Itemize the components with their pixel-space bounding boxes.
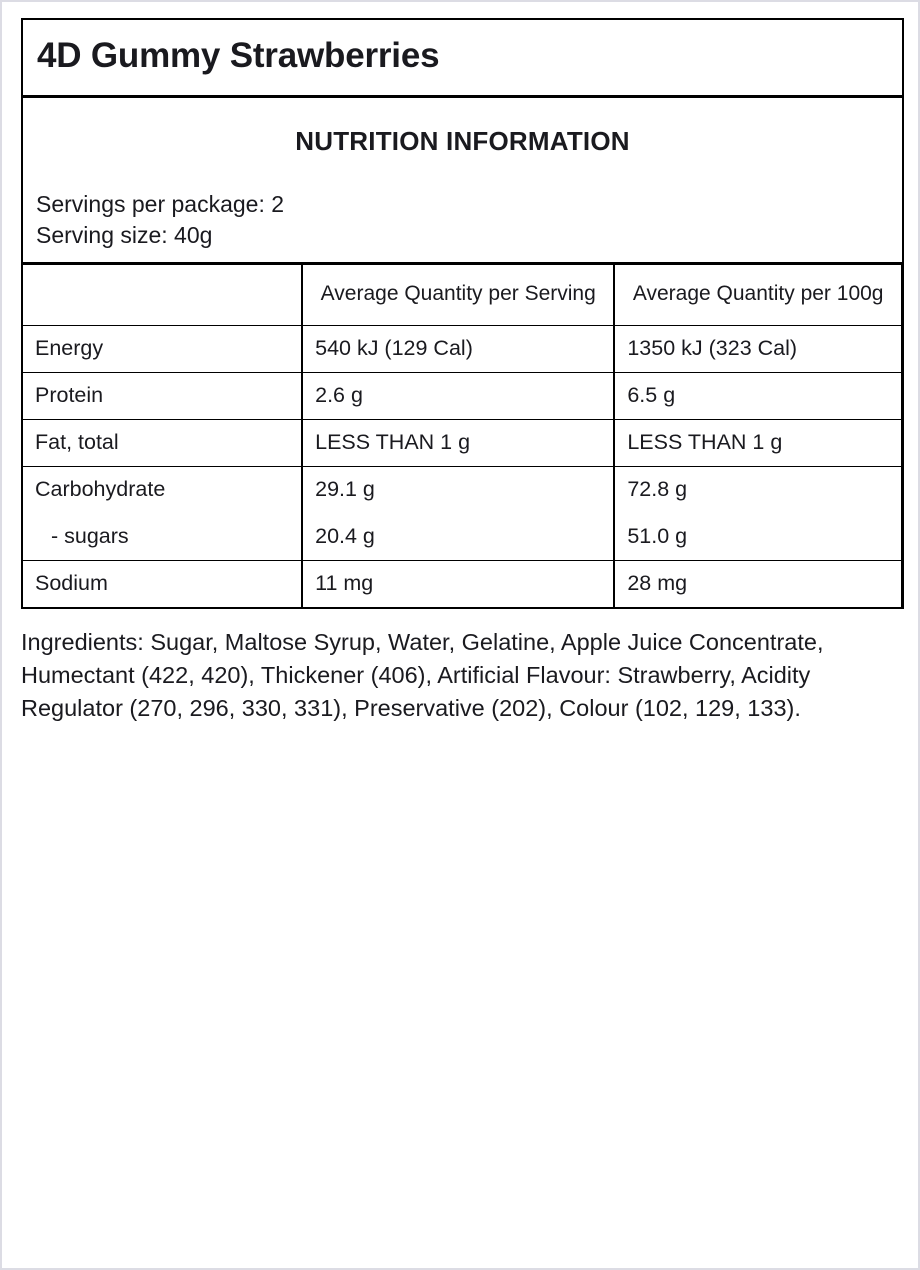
nutrition-information-panel — [21, 18, 904, 609]
energy-per-100g: 1350 kJ (323 Cal) — [614, 326, 901, 373]
table-row — [23, 466, 902, 560]
panel-heading-block — [23, 98, 902, 265]
nutrition-table — [23, 265, 902, 606]
carbohydrate-per-serving: 29.1 g — [315, 476, 375, 501]
nutrient-label-protein: Protein — [23, 372, 302, 419]
panel-heading: NUTRITION INFORMATION — [295, 125, 630, 156]
nutrition-table-body — [23, 326, 902, 607]
table-row — [23, 326, 902, 373]
carbohydrate-per-100g: 72.8 g — [627, 476, 688, 501]
column-header-nutrient — [23, 265, 302, 325]
nutrient-label-sugars: - sugars — [51, 523, 129, 548]
product-title-row — [23, 20, 902, 98]
column-header-per-100g: Average Quantity per 100g — [614, 265, 901, 325]
column-header-per-serving: Average Quantity per Serving — [302, 265, 614, 325]
sodium-per-100g: 28 mg — [614, 560, 901, 606]
serving-size: Serving size: 40g — [36, 222, 213, 249]
energy-per-serving: 540 kJ (129 Cal) — [302, 326, 614, 373]
nutrient-label-carbohydrate-group — [23, 466, 302, 560]
nutrient-label-energy: Energy — [23, 326, 302, 373]
page-content — [2, 2, 918, 726]
nutrient-label-sodium: Sodium — [23, 560, 302, 606]
table-row — [23, 372, 902, 419]
fat-total-per-100g: LESS THAN 1 g — [614, 419, 901, 466]
servings-per-package: Servings per package: 2 — [36, 190, 285, 217]
nutrient-label-carbohydrate: Carbohydrate — [35, 476, 166, 501]
protein-per-serving: 2.6 g — [302, 372, 614, 419]
nutrition-table-head — [23, 265, 902, 325]
ingredients-statement: Ingredients: Sugar, Maltose Syrup, Water, Gelatine, Apple Juice Concentrate, Humectant (422, 420), Thickener (406), Artificial Flavour: Strawberry, Acidity Regulator (270, 296, 330, 331), Preservative (202), Colour (102, 129, 133). — [21, 628, 824, 722]
table-row — [23, 560, 902, 606]
table-header-row — [23, 265, 902, 325]
sodium-per-serving: 11 mg — [302, 560, 614, 606]
nutrient-label-fat-total: Fat, total — [23, 419, 302, 466]
product-title: 4D Gummy Strawberries — [37, 36, 440, 75]
serving-details — [23, 165, 902, 262]
sugars-per-serving: 20.4 g — [315, 523, 375, 548]
fat-total-per-serving: LESS THAN 1 g — [302, 419, 614, 466]
carbohydrate-per-100g-group — [614, 466, 901, 560]
protein-per-100g: 6.5 g — [614, 372, 901, 419]
sugars-per-100g: 51.0 g — [627, 523, 688, 548]
table-row — [23, 419, 902, 466]
carbohydrate-per-serving-group — [302, 466, 614, 560]
